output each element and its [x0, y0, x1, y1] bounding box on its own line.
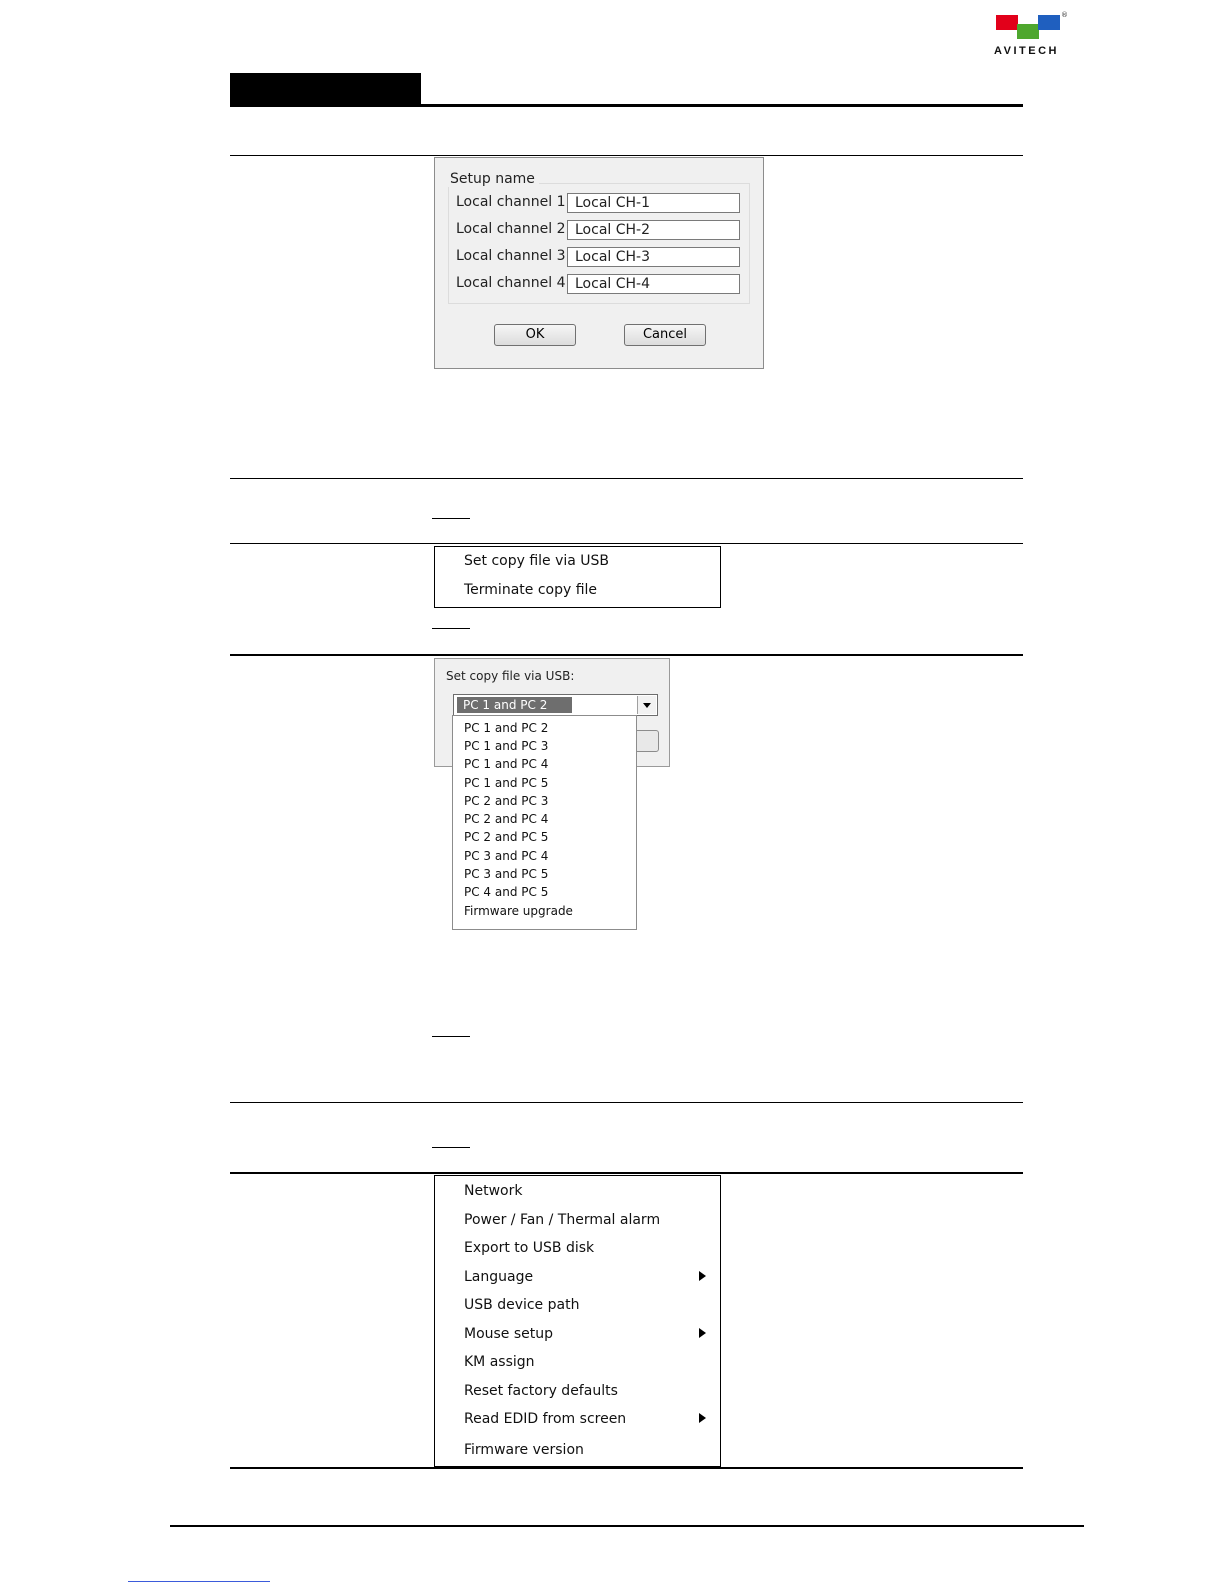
local-channel-2-field[interactable]	[567, 220, 740, 240]
ok-button[interactable]: OK	[494, 324, 576, 346]
table-rule	[230, 1172, 1023, 1174]
table-rule	[230, 155, 1023, 156]
logo-registered-mark: ®	[1061, 11, 1068, 19]
menu-item-terminate-copy-file[interactable]: Terminate copy file	[464, 582, 598, 598]
chevron-down-icon	[643, 703, 651, 708]
footer-link-underline[interactable]	[128, 1581, 270, 1582]
dropdown-button[interactable]	[637, 696, 656, 714]
menu-item-km-assign[interactable]: KM assign	[464, 1354, 535, 1370]
dropdown-option[interactable]: PC 1 and PC 5	[464, 776, 549, 790]
note-underline	[432, 628, 470, 629]
cancel-button[interactable]: Cancel	[624, 324, 706, 346]
submenu-arrow-icon	[699, 1413, 706, 1423]
table-rule	[230, 654, 1023, 656]
dropdown-option[interactable]: PC 3 and PC 5	[464, 867, 549, 881]
menu-item-reset-factory-defaults[interactable]: Reset factory defaults	[464, 1383, 618, 1399]
system-menu	[434, 1175, 721, 1467]
copy-file-dialog-title: Set copy file via USB:	[446, 669, 575, 683]
logo-blue-square	[1038, 15, 1060, 30]
dropdown-option[interactable]: PC 2 and PC 3	[464, 794, 549, 808]
setup-name-group-title: Setup name	[446, 171, 539, 187]
logo-text: AVITECH	[994, 45, 1059, 57]
local-channel-4-label: Local channel 4	[456, 275, 566, 291]
menu-item-export-usb[interactable]: Export to USB disk	[464, 1240, 595, 1256]
menu-item-power-fan-thermal[interactable]: Power / Fan / Thermal alarm	[464, 1212, 661, 1228]
local-channel-3-label: Local channel 3	[456, 248, 566, 264]
dropdown-option[interactable]: PC 4 and PC 5	[464, 885, 549, 899]
note-underline	[432, 1147, 470, 1148]
logo-red-square	[996, 15, 1018, 30]
table-rule	[230, 1467, 1023, 1469]
section-header-block	[230, 73, 421, 106]
copy-file-dropdown-list	[452, 715, 637, 930]
footer-rule	[170, 1525, 1084, 1527]
note-underline	[432, 518, 470, 519]
local-channel-3-field[interactable]	[567, 247, 740, 267]
menu-item-network[interactable]: Network	[464, 1183, 523, 1199]
local-channel-2-label: Local channel 2	[456, 221, 566, 237]
dropdown-option[interactable]: PC 2 and PC 4	[464, 812, 549, 826]
copy-file-select[interactable]	[453, 694, 658, 716]
section-header-rule	[230, 104, 1023, 107]
menu-item-usb-device-path[interactable]: USB device path	[464, 1297, 580, 1313]
local-channel-1-field[interactable]	[567, 193, 740, 213]
logo-green-square	[1017, 24, 1039, 39]
table-rule	[230, 1102, 1023, 1103]
copy-file-selected-value: PC 1 and PC 2	[457, 697, 572, 713]
setup-name-dialog	[434, 157, 764, 369]
submenu-arrow-icon	[699, 1328, 706, 1338]
table-rule	[230, 543, 1023, 544]
dropdown-option[interactable]: PC 2 and PC 5	[464, 830, 549, 844]
note-underline	[432, 1036, 470, 1037]
dropdown-option[interactable]: PC 1 and PC 3	[464, 739, 549, 753]
dropdown-option[interactable]: PC 1 and PC 4	[464, 757, 549, 771]
menu-item-read-edid[interactable]: Read EDID from screen	[464, 1411, 627, 1427]
dropdown-option-firmware-upgrade[interactable]: Firmware upgrade	[464, 904, 573, 918]
copy-file-menu	[434, 546, 721, 608]
menu-item-language[interactable]: Language	[464, 1269, 534, 1285]
dropdown-option[interactable]: PC 1 and PC 2	[464, 721, 549, 735]
menu-item-firmware-version[interactable]: Firmware version	[464, 1442, 584, 1458]
dropdown-option[interactable]: PC 3 and PC 4	[464, 849, 549, 863]
local-channel-4-field[interactable]	[567, 274, 740, 294]
submenu-arrow-icon	[699, 1271, 706, 1281]
local-channel-1-label: Local channel 1	[456, 194, 566, 210]
menu-item-set-copy-file[interactable]: Set copy file via USB	[464, 553, 610, 569]
menu-item-mouse-setup[interactable]: Mouse setup	[464, 1326, 554, 1342]
table-rule	[230, 478, 1023, 479]
